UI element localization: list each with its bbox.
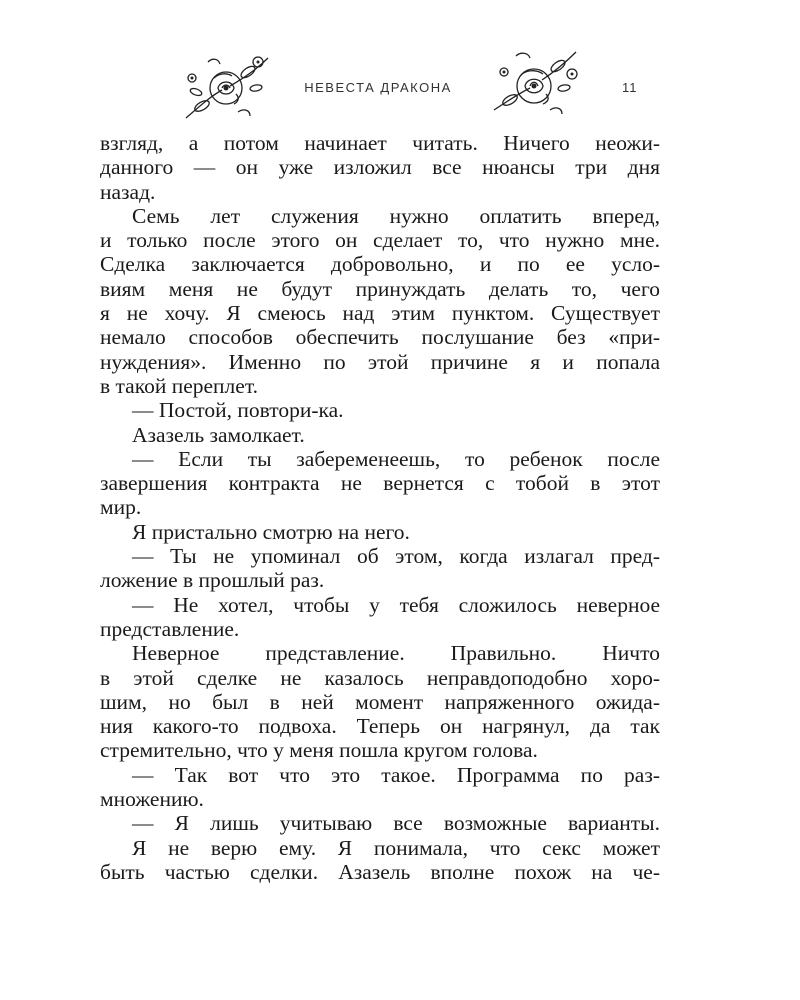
text-line: стремительно, что у меня пошла кругом голова.: [100, 738, 538, 763]
rose-ornament-right-icon: [488, 44, 584, 124]
text-line: — Ты не упоминал об этом, когда излагал пред-: [132, 544, 660, 569]
text-line: Неверное представление. Правильно. Ничто: [132, 641, 660, 666]
running-title: НЕВЕСТА ДРАКОНА: [304, 80, 452, 95]
text-line: шим, но был в ней момент напряженного ожида-: [100, 689, 660, 714]
text-line: Азазель замолкает.: [132, 422, 305, 447]
text-line: взгляд, а потом начинает читать. Ничего неожи-: [100, 131, 660, 155]
page-header: [0, 40, 800, 130]
text-line: множению.: [100, 787, 204, 812]
text-line: Я пристально смотрю на него.: [132, 519, 410, 544]
text-line: — Я лишь учитываю все возможные варианты.: [132, 811, 660, 836]
text-line: — Если ты забеременеешь, то ребенок после: [132, 446, 660, 471]
text-line: быть частью сделки. Азазель вполне похож на че-: [100, 859, 660, 884]
text-line: данного — он уже изложил все нюансы три дня: [100, 155, 660, 180]
rose-ornament-left-icon: [178, 48, 274, 128]
text-line: виям меня не будут принуждать делать то, чего: [100, 276, 660, 301]
page-number: 11: [622, 80, 638, 95]
text-line: я не хочу. Я смеюсь над этим пунктом. Существует: [100, 301, 660, 326]
text-line: ложение в прошлый раз.: [100, 568, 325, 593]
text-line: назад.: [100, 179, 156, 204]
page-body-text: [100, 131, 660, 884]
text-line: Семь лет служения нужно оплатить вперед,: [132, 203, 660, 228]
text-line: представление.: [100, 616, 240, 641]
text-line: Сделка заключается добровольно, и по ее усло-: [100, 252, 660, 277]
text-line: завершения контракта не вернется с тобой в этот: [100, 471, 660, 496]
text-line: — Так вот что это такое. Программа по раз-: [132, 762, 660, 787]
text-line: Я не верю ему. Я понимала, что секс может: [132, 835, 660, 860]
text-line: нуждения». Именно по этой причине я и попала: [100, 349, 660, 374]
text-line: в такой переплет.: [100, 373, 258, 398]
text-line: в этой сделке не казалось неправдоподобно хоро-: [100, 665, 660, 690]
text-line: мир.: [100, 495, 142, 520]
text-line: — Не хотел, чтобы у тебя сложилось неверное: [132, 592, 660, 617]
text-line: и только после этого он сделает то, что нужно мне.: [100, 228, 660, 253]
text-line: — Постой, повтори-ка.: [132, 398, 344, 423]
text-line: ния какого-то подвоха. Теперь он нагрянул, да так: [100, 714, 660, 739]
text-line: немало способов обеспечить послушание без «при-: [100, 325, 660, 350]
